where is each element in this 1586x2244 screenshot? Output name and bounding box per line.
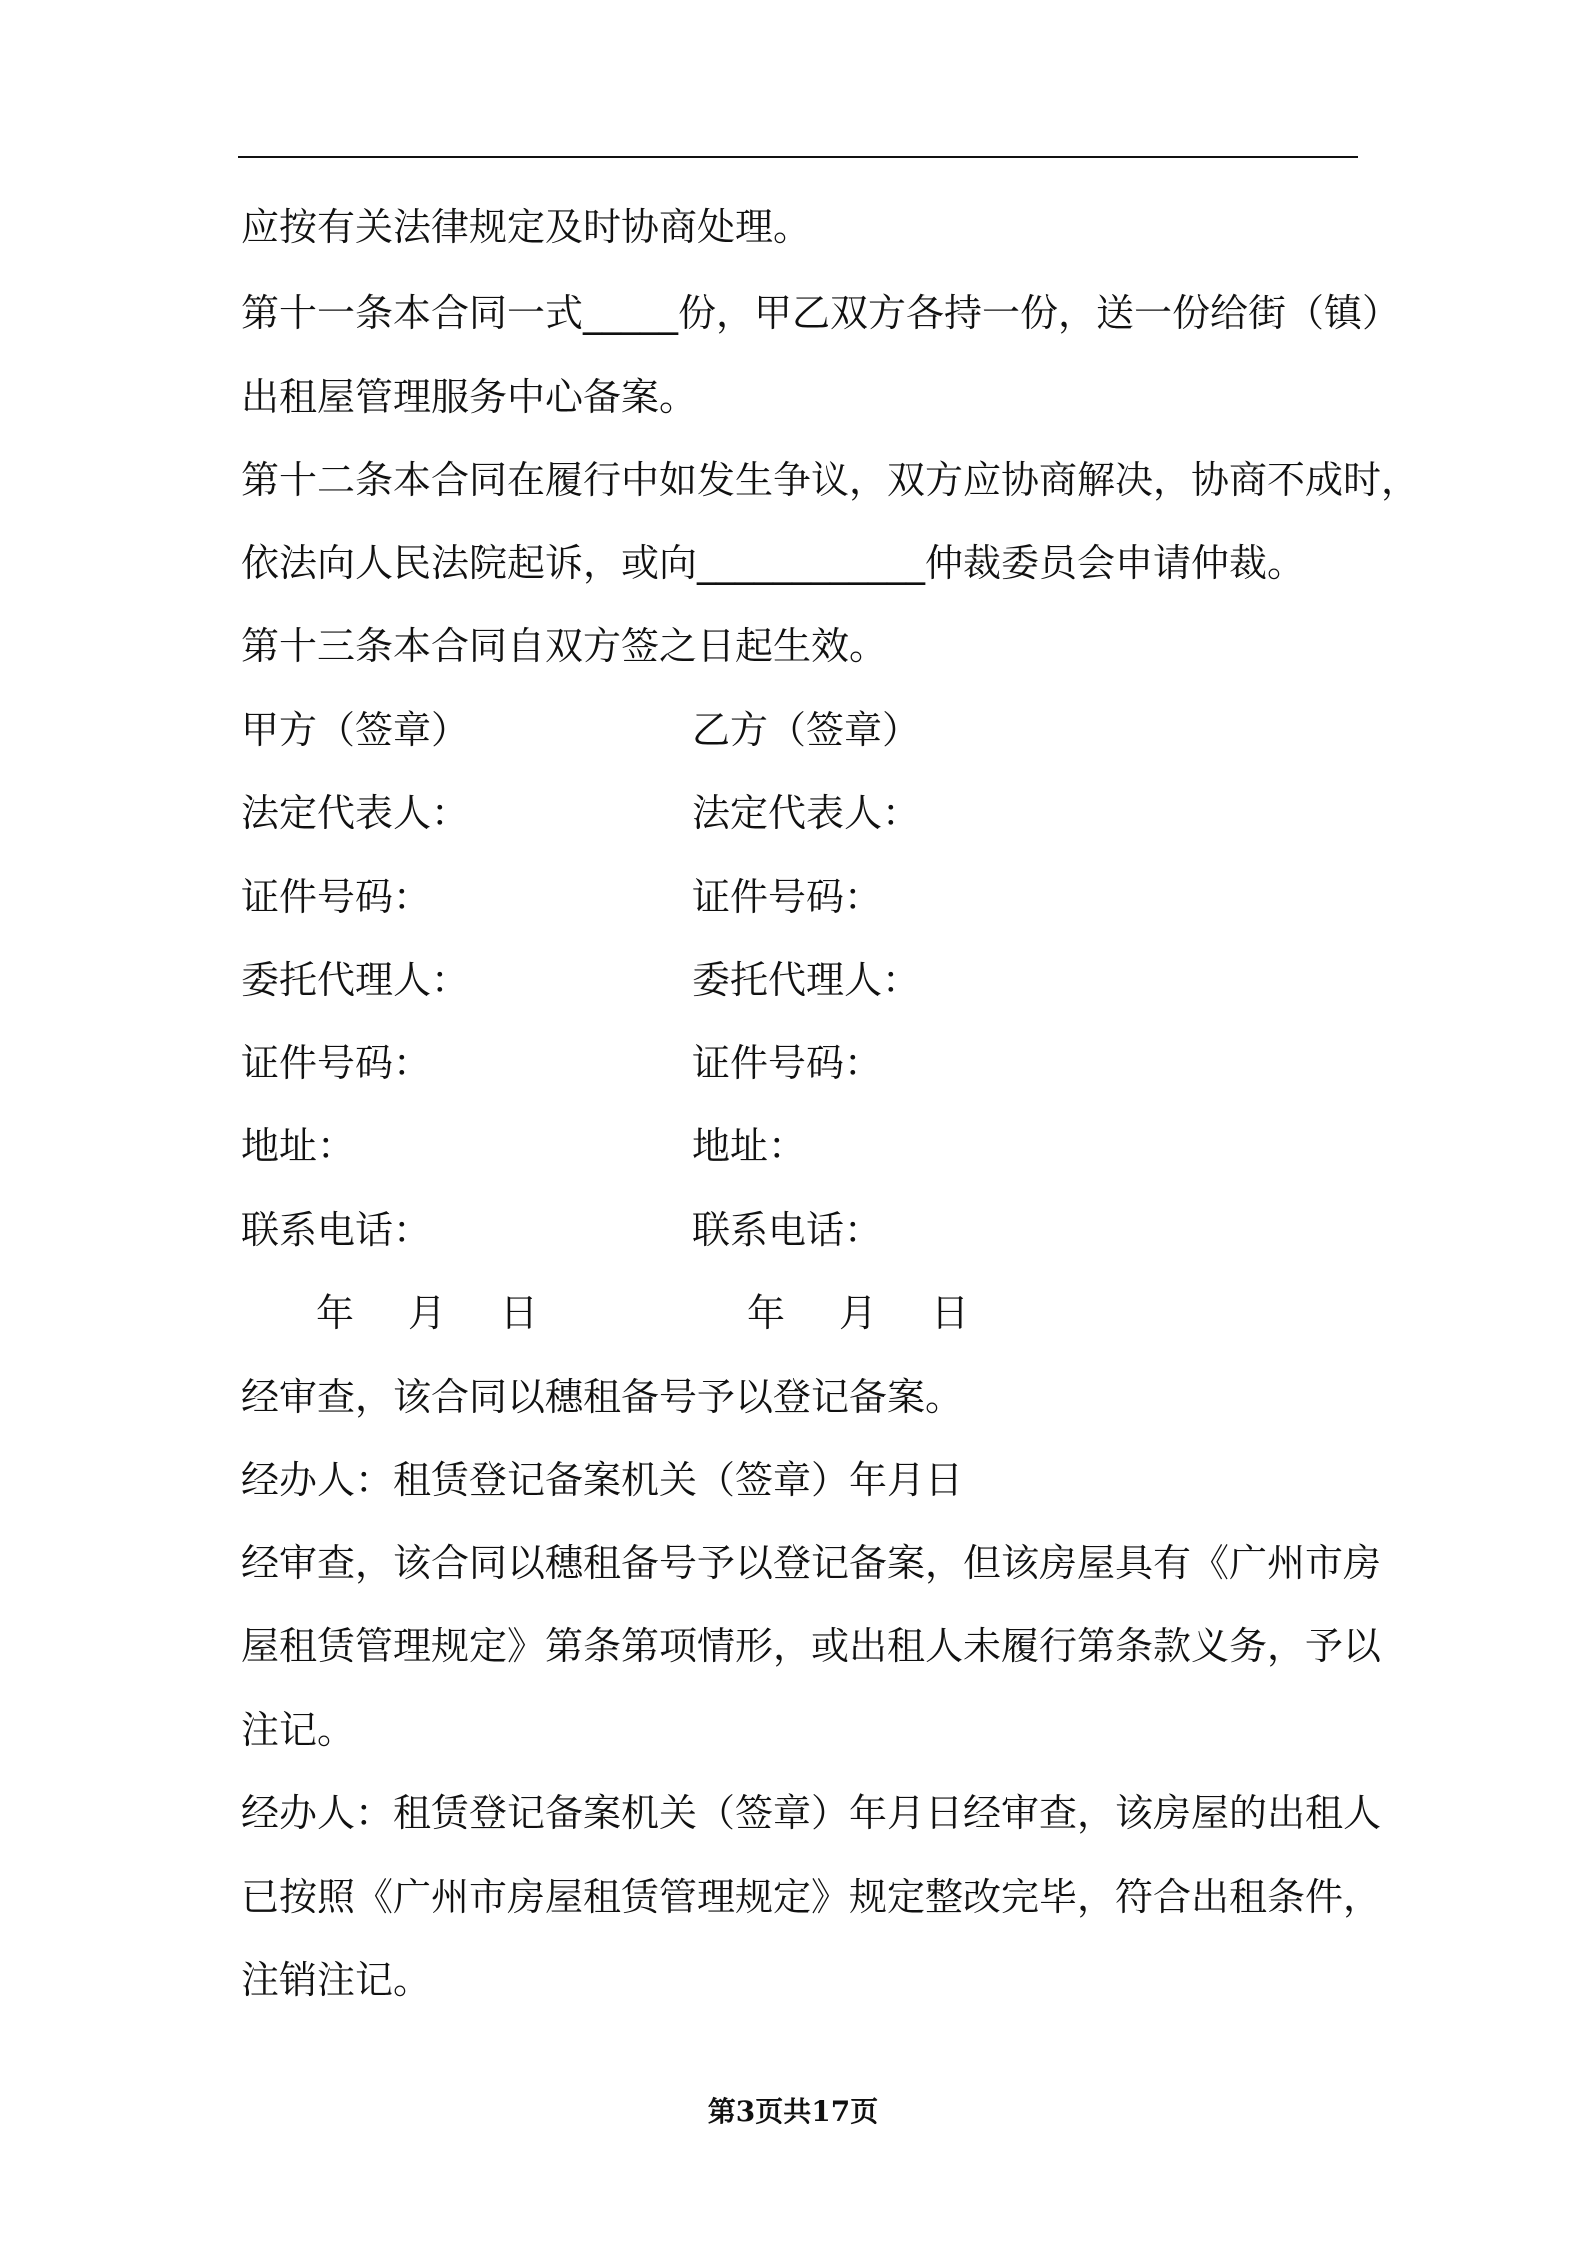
text-line: 应按有关法律规定及时协商处理。 (241, 205, 812, 249)
page-number-footer: 第3页共17页 (707, 2095, 879, 2128)
party-a-id-no: 证件号码： (241, 875, 432, 919)
text-line: 第十三条本合同自双方签之日起生效。 (241, 624, 888, 668)
party-a-title: 甲方（签章） (241, 708, 470, 752)
text-line: 经办人：租赁登记备案机关（签章）年月日经审查，该房屋的出租人 (241, 1791, 1382, 1835)
party-a-legal-rep: 法定代表人： (241, 791, 470, 835)
text-line: 经审查，该合同以穗租备号予以登记备案。 (241, 1375, 964, 1419)
party-b-address: 地址： (692, 1124, 807, 1168)
party-a-phone: 联系电话： (241, 1208, 432, 1252)
party-a-date: 年 月 日 (316, 1291, 547, 1335)
party-b-title: 乙方（签章） (692, 708, 921, 752)
text-line: 注记。 (241, 1708, 356, 1752)
party-b-agent-id-no: 证件号码： (692, 1041, 883, 1085)
text-line: 出租屋管理服务中心备案。 (241, 375, 698, 419)
text-line: 第十二条本合同在履行中如发生争议，双方应协商解决，协商不成时， (241, 458, 1420, 502)
party-b-legal-rep: 法定代表人： (692, 791, 921, 835)
text-line: 经办人：租赁登记备案机关（签章）年月日 (241, 1458, 964, 1502)
text-line: 屋租赁管理规定》第条第项情形，或出租人未履行第条款义务，予以 (241, 1624, 1382, 1668)
party-a-agent: 委托代理人： (241, 958, 470, 1002)
text-line: 已按照《广州市房屋租赁管理规定》规定整改完毕，符合出租条件， (241, 1875, 1382, 1919)
party-b-id-no: 证件号码： (692, 875, 883, 919)
text-line: 依法向人民法院起诉，或向____________仲裁委员会申请仲裁。 (241, 541, 1306, 585)
party-b-agent: 委托代理人： (692, 958, 921, 1002)
text-line: 第十一条本合同一式_____份，甲乙双方各持一份，送一份给街（镇） (241, 291, 1401, 335)
header-rule (238, 156, 1358, 158)
party-b-date: 年 月 日 (747, 1291, 978, 1335)
party-b-phone: 联系电话： (692, 1208, 883, 1252)
party-a-agent-id-no: 证件号码： (241, 1041, 432, 1085)
party-a-address: 地址： (241, 1124, 356, 1168)
text-line: 注销注记。 (241, 1958, 432, 2002)
text-line: 经审查，该合同以穗租备号予以登记备案，但该房屋具有《广州市房 (241, 1541, 1382, 1585)
